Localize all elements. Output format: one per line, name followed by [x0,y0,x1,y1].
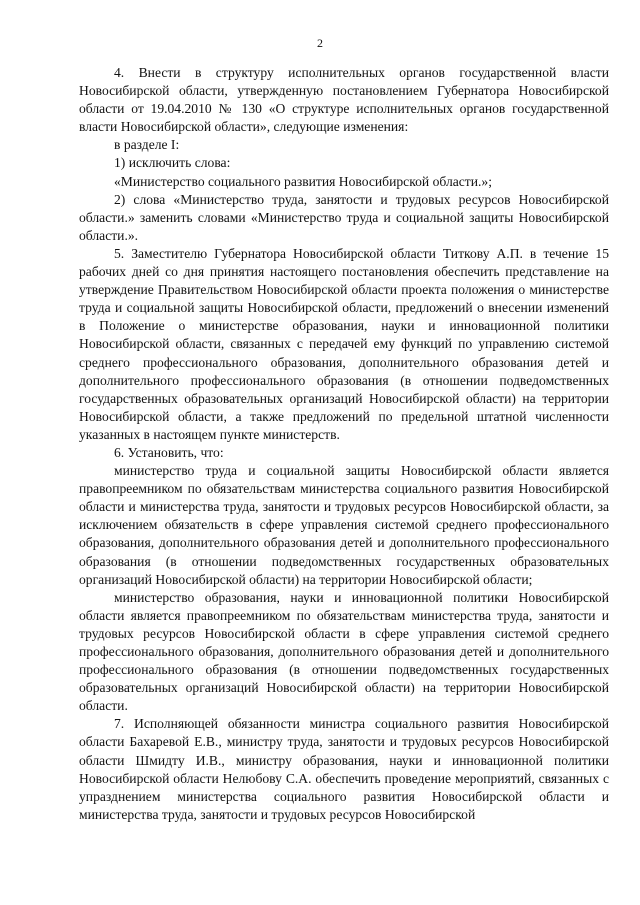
paragraph-item-5: 5. Заместителю Губернатора Новосибирской области Титкову А.П. в течение 15 рабочих дней со дня принятия настоящего постановления обеспечить представление на утверждение Правительством Новосибирской области проекта положения о министерстве труда и социальной защиты Новосибирской области, предложений о внесении изменений в Положение о министерстве образования, науки и инновационной политики Новосибирской области, связанных с передачей ему функций по управлению системой среднего профессионального образования, дополнительного образования детей и дополнительного профессионального образования (в отношении подведомственных государственных образовательных организаций Новосибирской области) на территории Новосибирской области, а также предложений по предельной штатной численности указанных в настоящем пункте министерств. [79,245,609,442]
paragraph-removed-words: «Министерство социального развития Новосибирской области.»; [114,173,492,189]
paragraph-item-7: 7. Исполняющей обязанности министра социального развития Новосибирской области Бахаревой Е.В., министру труда, занятости и трудовых ресурсов Новосибирской области Шмидту И.В., министру образования, науки и инновационной политики Новосибирской области Нелюбову С.А. обеспечить проведение мероприятий, связанных с упразднением министерства социального развития Новосибирской области и министерства труда, занятости и трудовых ресурсов Новосибирской [79,716,609,822]
paragraph-item-6-labor-ministry: министерство труда и социальной защиты Новосибирской области является правопреемником по обязательствам министерства социального развития Новосибирской области и министерства труда, занятости и трудовых ресурсов Новосибирской области, за исключением обязательств в сфере управления системой среднего профессионального образования, дополнительного образования детей и дополнительного профессионального образования (в отношении подведомственных государственных образовательных организаций Новосибирской области) на территории Новосибирской области; [79,463,609,587]
paragraph-section-i: в разделе I: [114,137,180,153]
paragraph-item-4: 4. Внести в структуру исполнительных органов государственной власти Новосибирской области, утвержденную постановлением Губернатора Новосибирской области от 19.04.2010 № 130 «О структуре исполнительных органов государственной власти Новосибирской области», следующие изменения: [79,65,609,135]
paragraph-subitem-2: 2) слова «Министерство труда, занятости и трудовых ресурсов Новосибирской области.» заменить словами «Министерство труда и социальной защиты Новосибирской области.». [79,191,609,243]
paragraph-subitem-1: 1) исключить слова: [114,155,231,171]
paragraph-item-6: 6. Установить, что: [114,444,224,460]
paragraph-item-6-education-ministry: министерство образования, науки и инновационной политики Новосибирской области является правопреемником по обязательствам министерства труда, занятости и трудовых ресурсов Новосибирской области в сфере управления системой среднего профессионального образования, дополнительного образования детей и дополнительного профессионального образования (в отношении подведомственных государственных образовательных организаций Новосибирской области) на территории Новосибирской области. [79,589,609,714]
page-number: 2 [317,36,323,50]
document-body [79,64,609,824]
